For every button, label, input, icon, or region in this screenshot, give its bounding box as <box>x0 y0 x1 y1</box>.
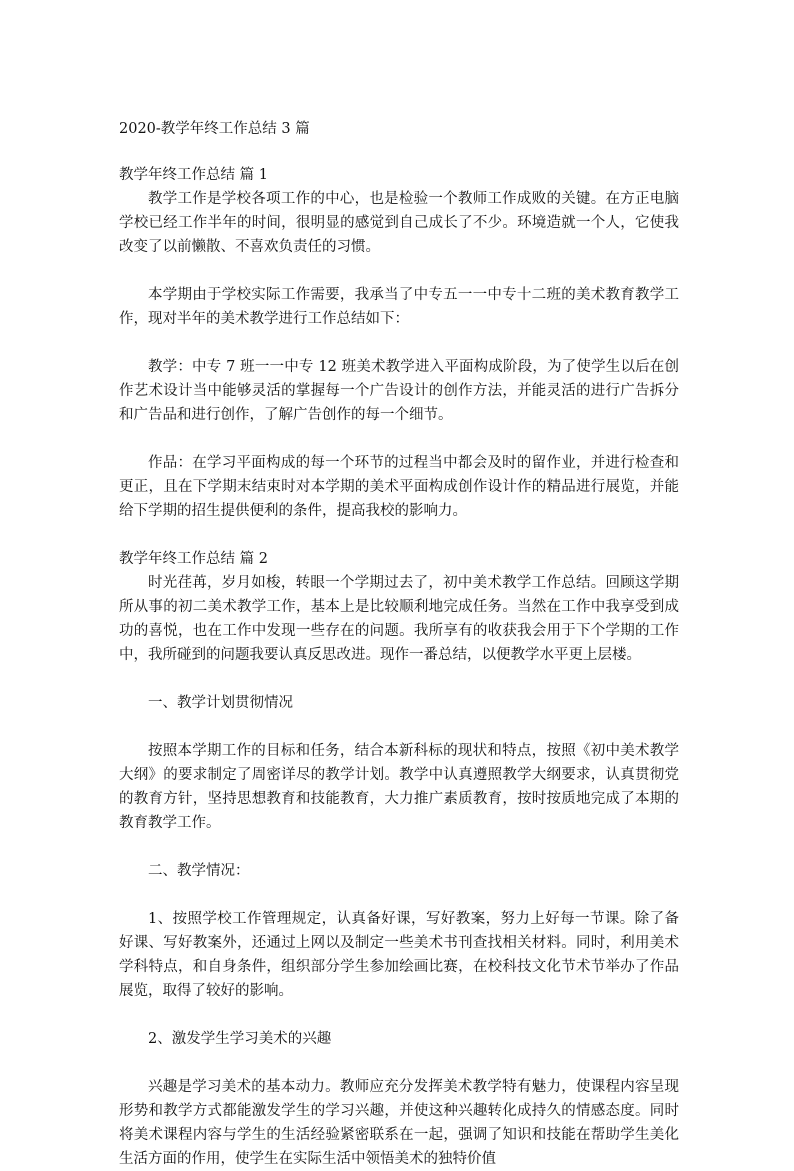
spacer <box>119 523 679 547</box>
spacer <box>119 141 679 163</box>
spacer <box>119 883 679 907</box>
part1-heading: 教学年终工作总结 篇 1 <box>119 167 268 183</box>
section2-item-1: 1、按照学校工作管理规定，认真备好课，写好教案，努力上好每一节课。除了备好课、写好教案外，还通过上网以及制定一些美术书刊查找相关材料。同时，利用美术学科特点，和自身条件，组织部分学生参加绘画比赛，在校科技文化节术节举办了作品展览，取得了较好的影响。 <box>119 911 679 999</box>
spacer <box>119 259 679 283</box>
spacer <box>119 667 679 691</box>
section2-item-2-heading: 2、激发学生学习美术的兴趣 <box>148 1031 332 1047</box>
spacer <box>119 427 679 451</box>
document-page <box>119 117 679 1171</box>
part2-heading: 教学年终工作总结 篇 2 <box>119 551 268 567</box>
section1-heading: 一、教学计划贯彻情况 <box>148 695 293 711</box>
spacer <box>119 331 679 355</box>
section1-text: 按照本学期工作的目标和任务，结合本新科标的现状和特点，按照《初中美术教学大纲》的要求制定了周密详尽的教学计划。教学中认真遵照教学大纲要求，认真贯彻党的教育方针，坚持思想教育和技能教育，大力推广素质教育，按时按质地完成了本期的教育教学工作。 <box>119 743 679 831</box>
document-title: 2020-教学年终工作总结 3 篇 <box>119 121 310 137</box>
part1-paragraph-2: 本学期由于学校实际工作需要，我承当了中专五一一中专十二班的美术教育教学工作，现对半年的美术教学进行工作总结如下： <box>119 287 679 327</box>
spacer <box>119 1003 679 1027</box>
part1-paragraph-3: 教学：中专 7 班一一中专 12 班美术教学进入平面构成阶段，为了使学生以后在创作艺术设计当中能够灵活的掌握每一个广告设计的创作方法，并能灵活的进行广告拆分和广告品和进行创作，了解广告创作的每一个细节。 <box>119 359 679 423</box>
part2-intro: 时光荏苒，岁月如梭，转眼一个学期过去了，初中美术教学工作总结。回顾这学期所从事的初二美术教学工作，基本上是比较顺利地完成任务。当然在工作中我享受到成功的喜悦，也在工作中发现一些存在的问题。我所享有的收获我会用于下个学期的工作中，我所碰到的问题我要认真反思改进。现作一番总结，以便教学水平更上层楼。 <box>119 575 679 663</box>
section2-item-2-text: 兴趣是学习美术的基本动力。教师应充分发挥美术教学特有魅力，使课程内容呈现形势和教学方式都能激发学生的学习兴趣，并使这种兴趣转化成持久的情感态度。同时将美术课程内容与学生的生活经验紧密联系在一起，强调了知识和技能在帮助学生美化生活方面的作用，使学生在实际生活中领悟美术的独特价值 <box>119 1079 679 1167</box>
spacer <box>119 715 679 739</box>
part1-paragraph-4: 作品：在学习平面构成的每一个环节的过程当中都会及时的留作业，并进行检查和更正，且在下学期末结束时对本学期的美术平面构成创作设计作的精品进行展览，并能给下学期的招生提供便利的条件，提高我校的影响力。 <box>119 455 679 519</box>
spacer <box>119 835 679 859</box>
section2-heading: 二、教学情况： <box>148 863 250 879</box>
part1-paragraph-1: 教学工作是学校各项工作的中心，也是检验一个教师工作成败的关键。在方正电脑学校已经工作半年的时间，很明显的感觉到自己成长了不少。环境造就一个人，它使我改变了以前懒散、不喜欢负责任的习惯。 <box>119 191 679 255</box>
spacer <box>119 1051 679 1075</box>
